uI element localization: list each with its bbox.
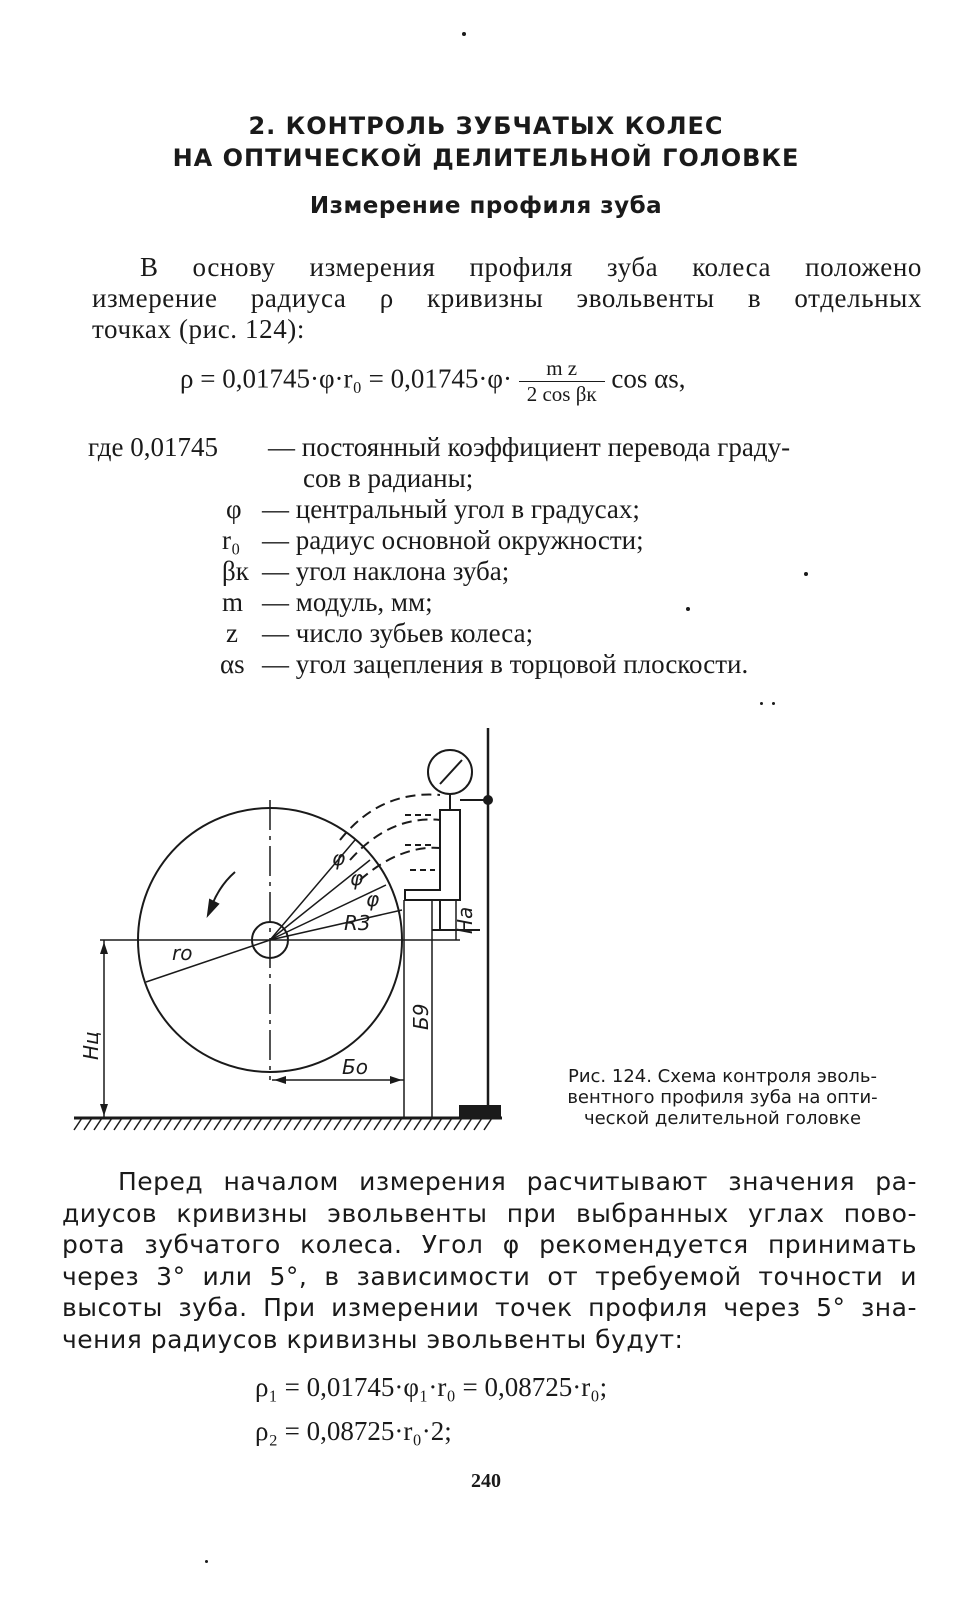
definition-row <box>88 587 928 618</box>
definition-text: — число зубьев колеса; <box>262 618 534 648</box>
caption-line: ческой делительной головке <box>583 1108 862 1129</box>
definition-row <box>88 432 928 463</box>
definition-symbol: z <box>226 618 238 648</box>
print-speck <box>760 702 763 705</box>
label-phi-1: φ <box>332 846 346 870</box>
figure-124-diagram <box>60 720 520 1150</box>
definition-row <box>88 463 928 494</box>
definition-symbol: r₀ <box>222 525 241 555</box>
page-number: 240 <box>471 1470 501 1492</box>
definition-symbol: αs <box>220 649 245 679</box>
definition-text: — постоянный коэффициент перевода граду- <box>268 432 791 462</box>
definition-text: сов в радианы; <box>303 463 474 493</box>
definition-text: — модуль, мм; <box>262 587 433 617</box>
body-line: Перед началом измерения расчитывают значения ра- <box>118 1167 917 1196</box>
label-phi-3: φ <box>366 887 380 911</box>
formula-left: ρ = 0,01745·φ·r₀ = 0,01745·φ· <box>180 363 512 394</box>
definition-symbol: βк <box>222 556 249 586</box>
definition-text: — радиус основной окружности; <box>262 525 644 555</box>
print-speck <box>462 32 466 36</box>
formula-fraction <box>519 356 605 407</box>
fraction-numerator: m z <box>519 356 605 382</box>
formula-rho1: ρ₁ = 0,01745·φ₁·r₀ = 0,08725·r₀; <box>255 1372 608 1402</box>
label-r0: ro <box>172 941 193 965</box>
intro-paragraph <box>92 252 922 345</box>
body-line: высоты зуба. При измерении точек профиля через 5° зна- <box>62 1293 917 1322</box>
label-b0: Бо <box>342 1055 368 1079</box>
subsection-title: Измерение профиля зуба <box>309 193 663 219</box>
print-speck <box>205 1560 208 1563</box>
body-paragraph <box>62 1166 917 1355</box>
definition-symbol: m <box>222 587 244 617</box>
label-phi-2: φ <box>350 866 364 890</box>
definitions-list <box>88 432 928 680</box>
section-title-line2: НА ОПТИЧЕСКОЙ ДЕЛИТЕЛЬНОЙ ГОЛОВКЕ <box>172 144 800 172</box>
body-line: чения радиусов кривизны эвольвенты будут: <box>62 1324 684 1354</box>
definition-row <box>88 618 928 649</box>
definition-text: — центральный угол в градусах; <box>262 494 640 524</box>
body-line: рота зубчатого колеса. Угол φ рекомендуется принимать <box>62 1230 917 1259</box>
caption-line: Рис. 124. Схема контроля эволь- <box>567 1066 878 1087</box>
label-r3: R3 <box>344 911 371 935</box>
ground-hatching <box>74 1118 492 1130</box>
definition-symbol: φ <box>226 494 242 524</box>
column-foot <box>460 1106 500 1118</box>
intro-line: точках (рис. 124): <box>92 314 305 344</box>
definition-row <box>88 649 928 680</box>
intro-line: В основу измерения профиля зуба колеса положено <box>140 252 922 282</box>
formula-rho2: ρ₂ = 0,08725·r₀·2; <box>255 1416 452 1446</box>
definition-row <box>88 525 928 556</box>
formula-right: cos αs, <box>611 363 686 394</box>
rotation-arrow <box>212 872 235 905</box>
definition-text: — угол наклона зуба; <box>262 556 510 586</box>
intro-line: измерение радиуса ρ кривизны эвольвенты в отдельных <box>92 283 922 313</box>
main-formula <box>180 356 686 407</box>
definition-row <box>88 494 928 525</box>
label-hc: Нц <box>79 1031 103 1060</box>
label-b9: Б9 <box>409 1003 433 1030</box>
label-ha: На <box>453 906 477 934</box>
body-line: диусов кривизны эвольвенты при выбранных углах пово- <box>62 1198 917 1228</box>
fraction-denominator: 2 cos βк <box>526 382 597 406</box>
print-speck <box>772 702 775 705</box>
section-title-line1: 2. КОНТРОЛЬ ЗУБЧАТЫХ КОЛЕС <box>248 112 724 140</box>
caption-line: вентного профиля зуба на опти- <box>567 1087 878 1108</box>
definition-row <box>88 556 928 587</box>
radius-r0-line <box>146 940 270 982</box>
figure-caption <box>520 1066 925 1129</box>
body-line: через 3° или 5°, в зависимости от требуемой точности и <box>62 1261 917 1291</box>
definition-text: — угол зацепления в торцовой плоскости. <box>262 649 749 679</box>
definition-symbol: где 0,01745 <box>88 432 218 462</box>
